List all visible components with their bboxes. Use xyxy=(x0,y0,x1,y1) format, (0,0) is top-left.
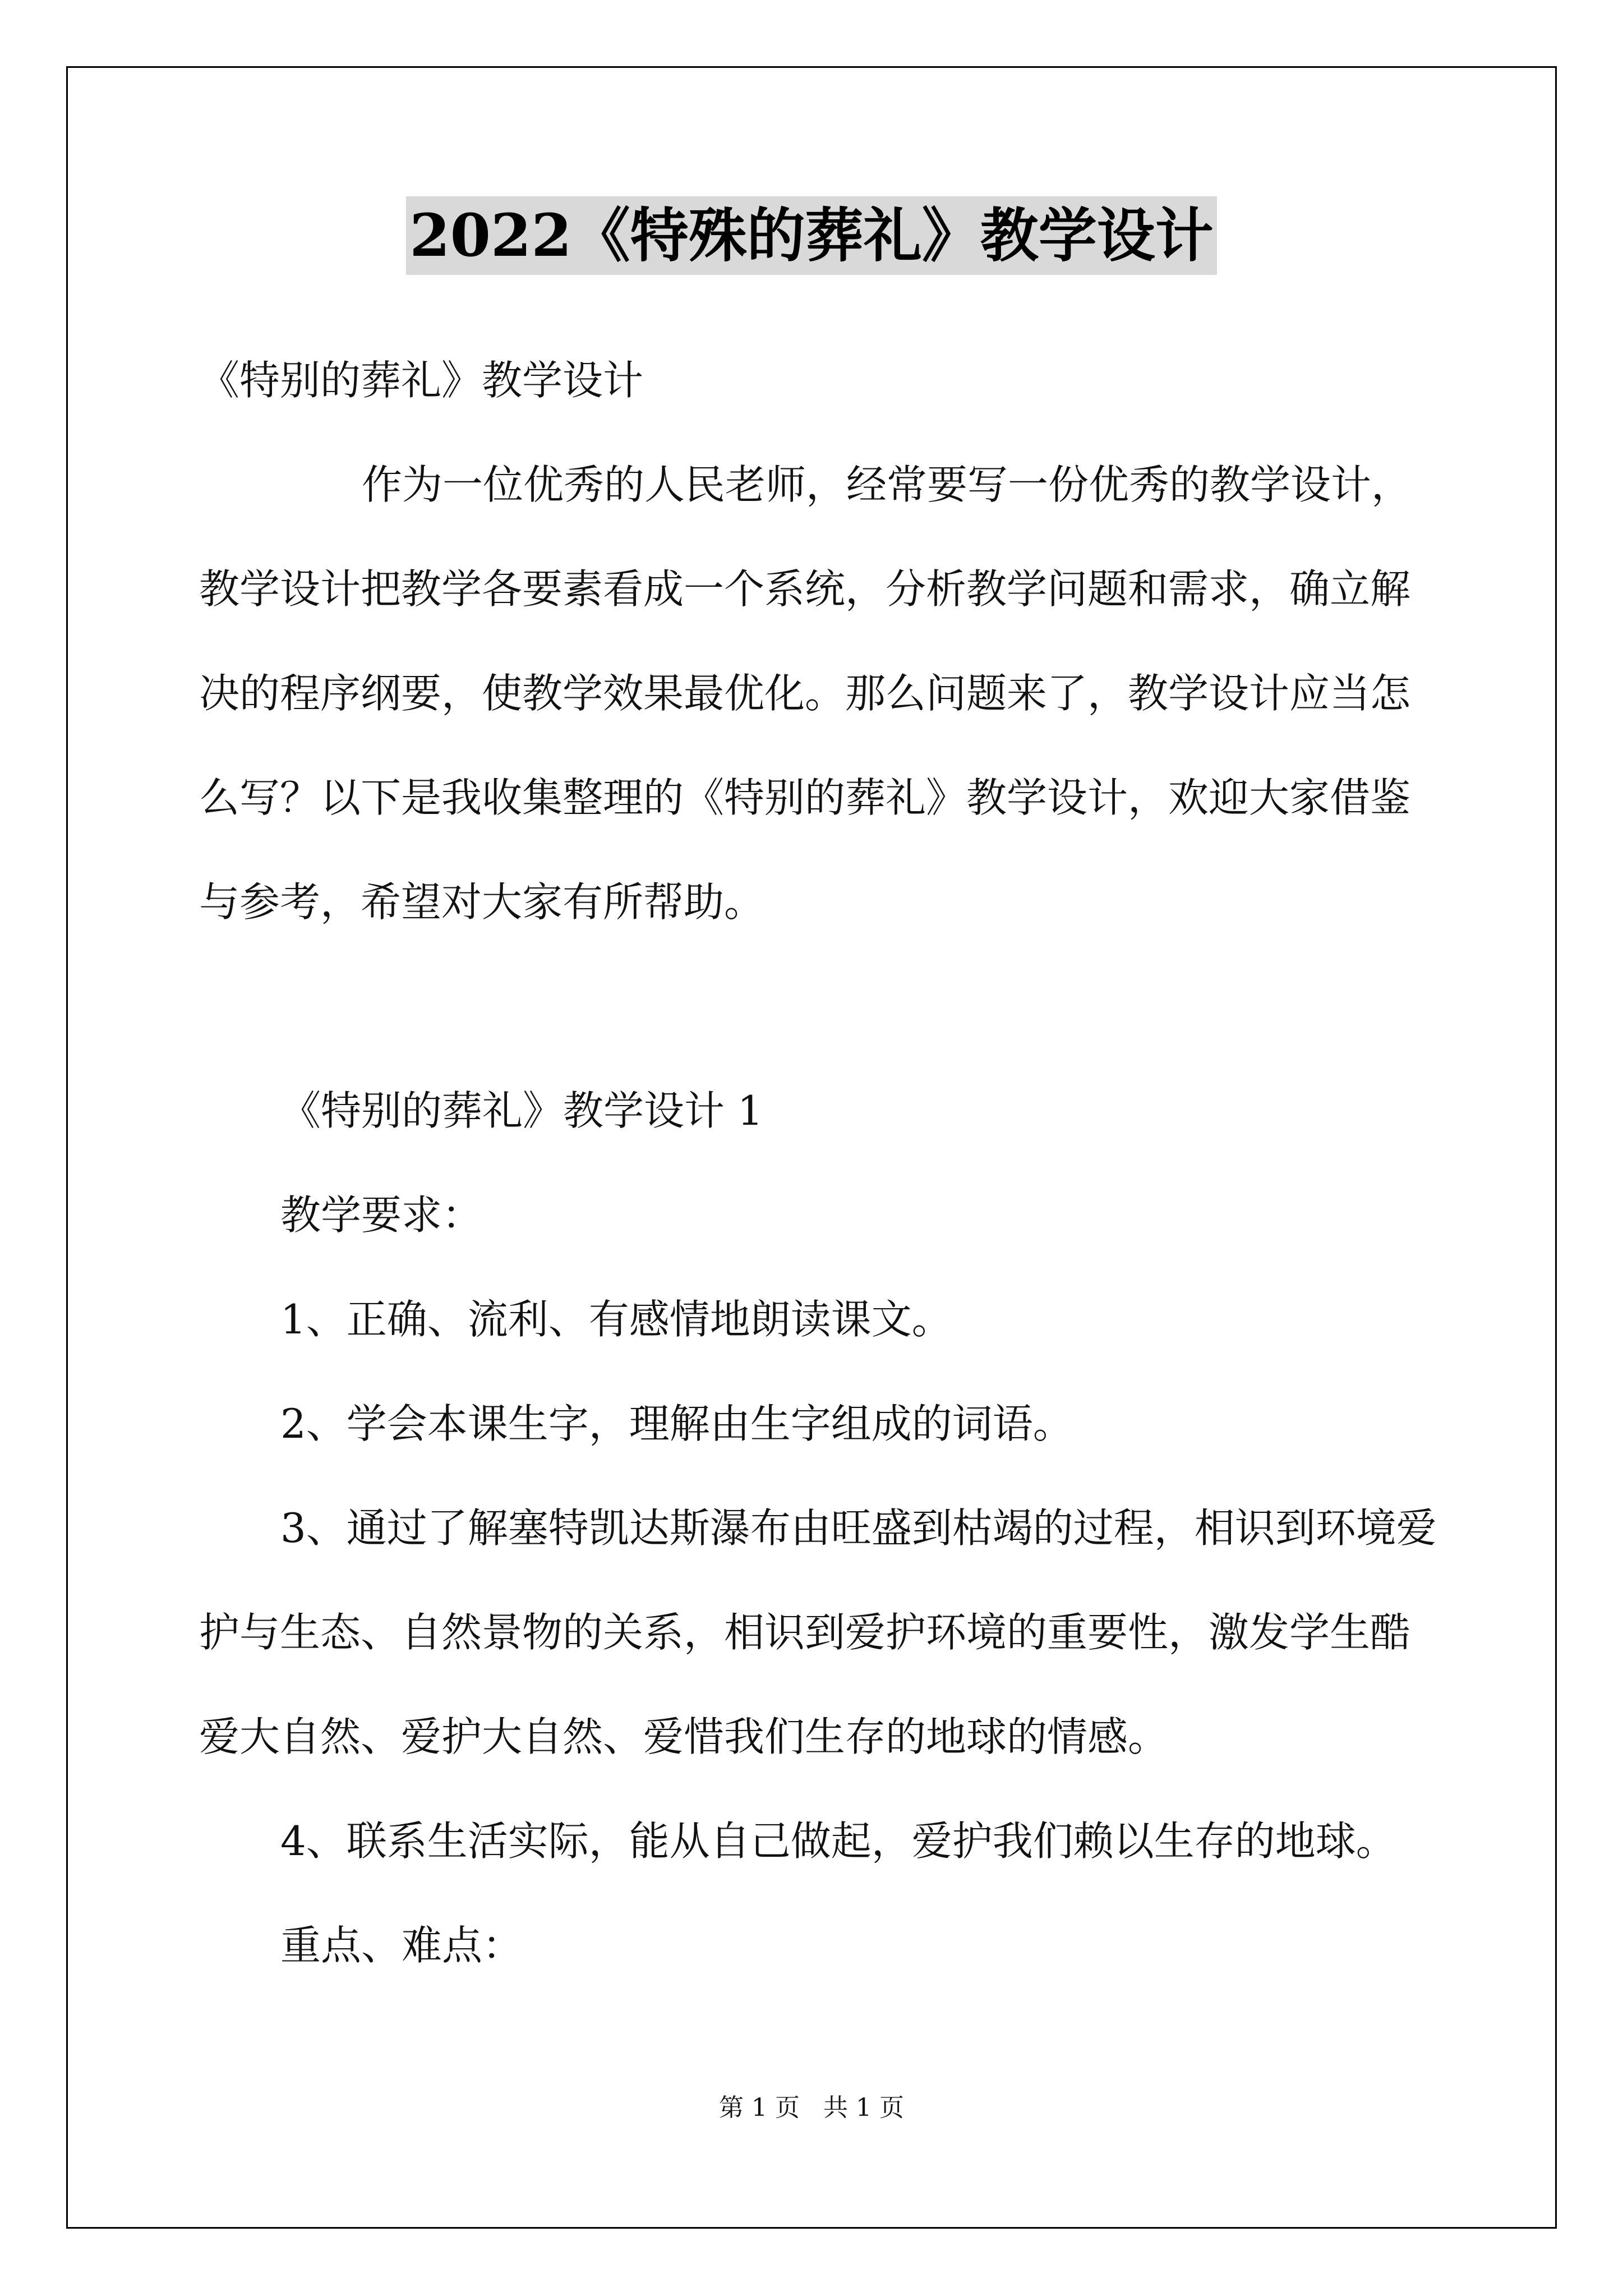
intro-line-2: 教学设计把教学各要素看成一个系统，分析教学问题和需求，确立解 xyxy=(199,565,1411,613)
requirements-heading: 教学要求： xyxy=(280,1191,483,1239)
page-number: 第 1 页 共 1 页 xyxy=(719,2093,904,2122)
intro-line-3: 决的程序纲要，使教学效果最优化。那么问题来了，教学设计应当怎 xyxy=(199,670,1411,717)
document-title: 2022《特殊的葬礼》教学设计 xyxy=(406,196,1216,275)
intro-line-1: 作为一位优秀的人民老师，经常要写一份优秀的教学设计， xyxy=(362,461,1412,508)
intro-line-4: 么写？以下是我收集整理的《特别的葬礼》教学设计，欢迎大家借鉴 xyxy=(199,774,1411,821)
requirement-3-line-1: 3、通过了解塞特凯达斯瀑布由旺盛到枯竭的过程，相识到环境爱 xyxy=(280,1504,1437,1552)
requirement-3-line-3: 爱大自然、爱护大自然、爱惜我们生存的地球的情感。 xyxy=(199,1713,1169,1760)
intro-line-5: 与参考，希望对大家有所帮助。 xyxy=(199,878,765,926)
subtitle-line: 《特别的葬礼》教学设计 xyxy=(199,357,644,404)
key-points-heading: 重点、难点： xyxy=(280,1922,523,1969)
requirement-3-line-2: 护与生态、自然景物的关系，相识到爱护环境的重要性，激发学生酷 xyxy=(199,1609,1411,1656)
title-block xyxy=(0,196,1623,275)
requirement-1: 1、正确、流利、有感情地朗读课文。 xyxy=(280,1296,952,1343)
requirement-2: 2、学会本课生字，理解由生字组成的词语。 xyxy=(280,1400,1073,1447)
section-heading: 《特别的葬礼》教学设计 1 xyxy=(280,1087,763,1134)
requirement-4: 4、联系生活实际，能从自己做起，爱护我们赖以生存的地球。 xyxy=(280,1818,1396,1865)
